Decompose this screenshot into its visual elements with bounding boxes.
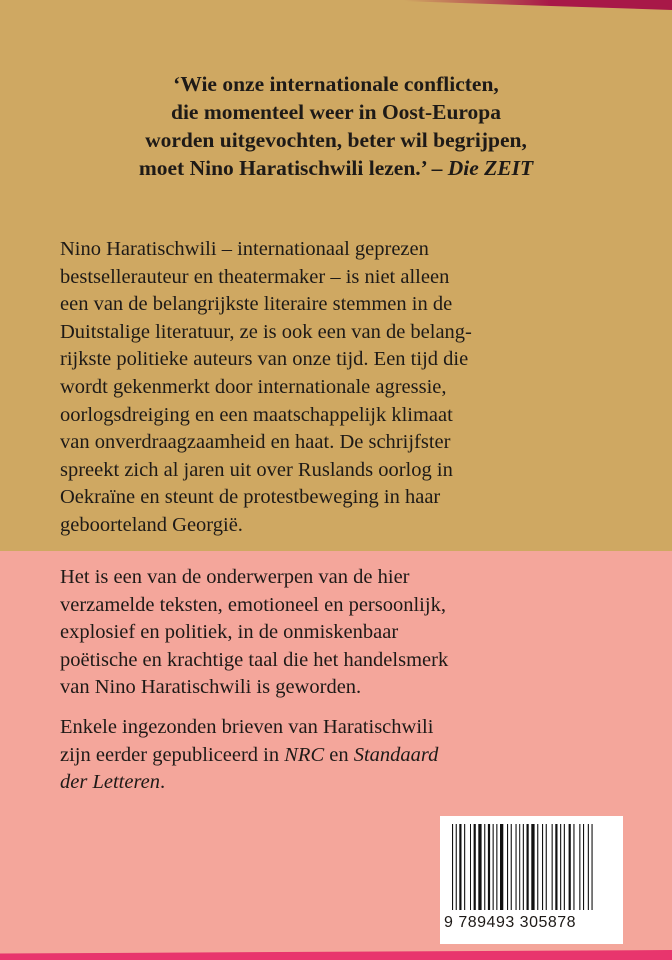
barcode-bar	[588, 824, 589, 910]
text-line: Enkele ingezonden brieven van Haratischwili	[60, 716, 434, 738]
barcode-bar	[537, 824, 538, 910]
barcode-bar	[527, 824, 529, 910]
quote-source: Die ZEIT	[447, 156, 534, 180]
barcode-bar	[500, 824, 503, 910]
barcode-bar	[546, 824, 547, 910]
barcode-bar	[560, 824, 561, 910]
barcode-bar	[496, 824, 497, 910]
text-line: van onverdraagzaamheid en haat. De schrijfster	[60, 431, 451, 454]
barcode-bar	[456, 824, 457, 910]
barcode-bar	[484, 824, 485, 910]
text-line: van Nino Haratischwili is geworden.	[60, 676, 362, 699]
barcode-bar	[555, 824, 557, 910]
quote-line: die momenteel weer in Oost-Europa	[170, 100, 502, 124]
barcode-bar	[516, 824, 517, 910]
text-line: rijkste politieke auteurs van onze tijd. Een tijd die	[60, 348, 469, 371]
barcode-bar	[552, 824, 553, 910]
barcode-bar	[452, 824, 453, 910]
text-fragment: zijn eerder gepubliceerd in	[60, 743, 285, 766]
text-line: wordt gekenmerkt door internationale agressie,	[60, 375, 447, 398]
text-line: oorlogsdreiging en een maatschappelijk klimaat	[60, 403, 453, 426]
text-line: een van de belangrijkste literaire stemmen in de	[60, 293, 453, 316]
barcode-bar	[523, 824, 524, 910]
text-fragment: en	[324, 743, 354, 766]
text-line: explosief en politiek, in de onmiskenbaar	[60, 621, 399, 644]
barcode-bar	[542, 824, 543, 910]
quote-line: worden uitgevochten, beter wil begrijpen,	[145, 128, 527, 152]
barcode-bar	[470, 824, 471, 910]
barcode-bar	[564, 824, 565, 910]
text-line: Nino Haratischwili – internationaal geprezen	[60, 238, 429, 260]
text-line: Het is een van de onderwerpen van de hier	[60, 566, 410, 588]
barcode-bar	[573, 824, 574, 910]
barcode-bar	[507, 824, 508, 910]
barcode-bar	[488, 824, 490, 910]
barcode-bar	[519, 824, 520, 910]
barcode-bar	[478, 824, 481, 910]
barcode-bar	[569, 824, 571, 910]
quote-line: moet Nino Haratischwili lezen.’	[138, 156, 427, 180]
text-fragment: .	[160, 771, 166, 794]
text-line: Duitstalige literatuur, ze is ook een van de belang-	[60, 320, 472, 343]
barcode-bar	[592, 824, 593, 910]
newspaper-name-standaard: Standaard	[353, 743, 439, 766]
barcode-bar	[459, 824, 461, 910]
barcode-bar	[464, 824, 465, 910]
text-line: verzamelde teksten, emotioneel en persoonlijk,	[60, 593, 446, 616]
quote-dash: –	[426, 156, 448, 180]
barcode-bar	[531, 824, 534, 910]
text-line: spreekt zich al jaren uit over Ruslands oorlog in	[60, 458, 453, 481]
newspaper-name-nrc: NRC	[284, 743, 325, 766]
isbn-number: 9 789493 305878	[444, 914, 577, 931]
author-description	[60, 236, 620, 540]
text-line: poëtische en krachtige taal die het handelsmerk	[60, 648, 449, 671]
barcode-bars	[450, 824, 613, 914]
text-line: bestsellerauteur en theatermaker – is niet alleen	[60, 265, 450, 288]
publication-note	[60, 714, 620, 797]
review-quote	[60, 70, 612, 182]
barcode-bar	[511, 824, 512, 910]
barcode-bar	[474, 824, 476, 910]
quote-line: ‘Wie onze internationale conflicten,	[173, 72, 499, 96]
barcode-bar	[579, 824, 580, 910]
text-line: Oekraïne en steunt de protestbeweging in haar	[60, 486, 441, 509]
text-line: geboorteland Georgië.	[60, 513, 243, 536]
barcode-bar	[583, 824, 584, 910]
newspaper-name-letteren: der Letteren	[60, 771, 161, 794]
barcode-bar	[493, 824, 494, 910]
isbn-barcode	[440, 816, 623, 944]
book-description	[60, 564, 620, 702]
